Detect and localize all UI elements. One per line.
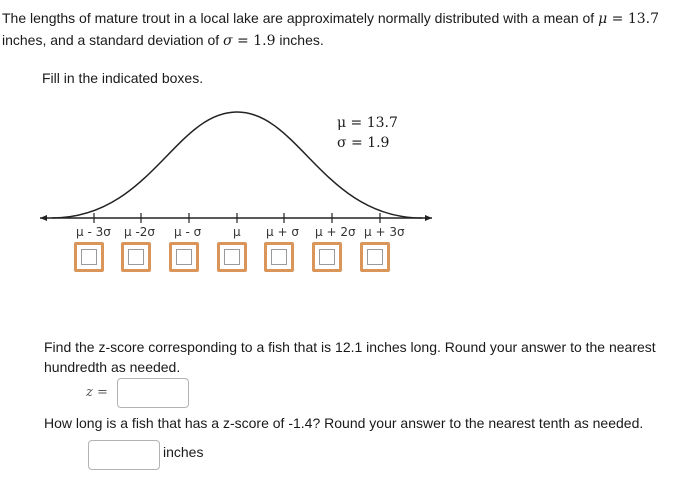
box-mu[interactable]: [217, 242, 247, 272]
tick-label-mu-plus-2sigma: μ + 2σ: [315, 225, 356, 239]
box-mu-minus-sigma[interactable]: [169, 242, 199, 272]
units-label: inches: [163, 444, 204, 460]
equals-2: =: [232, 33, 254, 49]
box-mu-minus-3sigma[interactable]: [74, 242, 104, 272]
fish-length-input[interactable]: [88, 440, 160, 470]
z-label: z =: [86, 385, 108, 400]
z-score-input[interactable]: [117, 378, 189, 408]
intro-part1: The lengths of mature trout in a local lake are approximately normally distributed with a mean of: [2, 10, 599, 26]
sd-symbol: σ: [223, 33, 233, 49]
intro-part2: inches, and a standard deviation of: [2, 32, 224, 48]
tick-label-mu-plus-sigma: μ + σ: [266, 225, 299, 239]
mean-value: 13.7: [627, 11, 659, 27]
mean-symbol: μ: [598, 11, 608, 27]
equals-1: =: [607, 11, 628, 27]
box-mu-minus-2sigma[interactable]: [121, 242, 151, 272]
tick-label-mu: μ: [233, 225, 241, 239]
instruction-text: Fill in the indicated boxes.: [42, 70, 204, 86]
tick-label-mu-minus-3sigma: μ - 3σ: [76, 225, 111, 239]
mu-label: μ = 13.7: [337, 115, 398, 131]
tick-label-mu-minus-2sigma: μ -2σ: [124, 225, 156, 239]
tick-label-mu-minus-sigma: μ - σ: [174, 225, 202, 239]
intro-part3: inches.: [275, 32, 324, 48]
sd-value: 1.9: [253, 33, 276, 49]
question3-text: How long is a fish that has a z-score of -1.4? Round your answer to the nearest tenth as needed.: [44, 415, 644, 431]
question2-text: Find the z-score corresponding to a fish that is 12.1 inches long. Round your answer to the nearest hundredth as needed.: [44, 339, 656, 375]
box-mu-plus-2sigma[interactable]: [312, 242, 342, 272]
box-mu-plus-sigma[interactable]: [264, 242, 294, 272]
axis-arrow-right: [425, 215, 432, 221]
tick-label-mu-plus-3sigma: μ + 3σ: [364, 225, 405, 239]
box-mu-plus-3sigma[interactable]: [360, 242, 390, 272]
sigma-label: σ = 1.9: [337, 135, 390, 151]
axis-arrow-left: [40, 215, 47, 221]
